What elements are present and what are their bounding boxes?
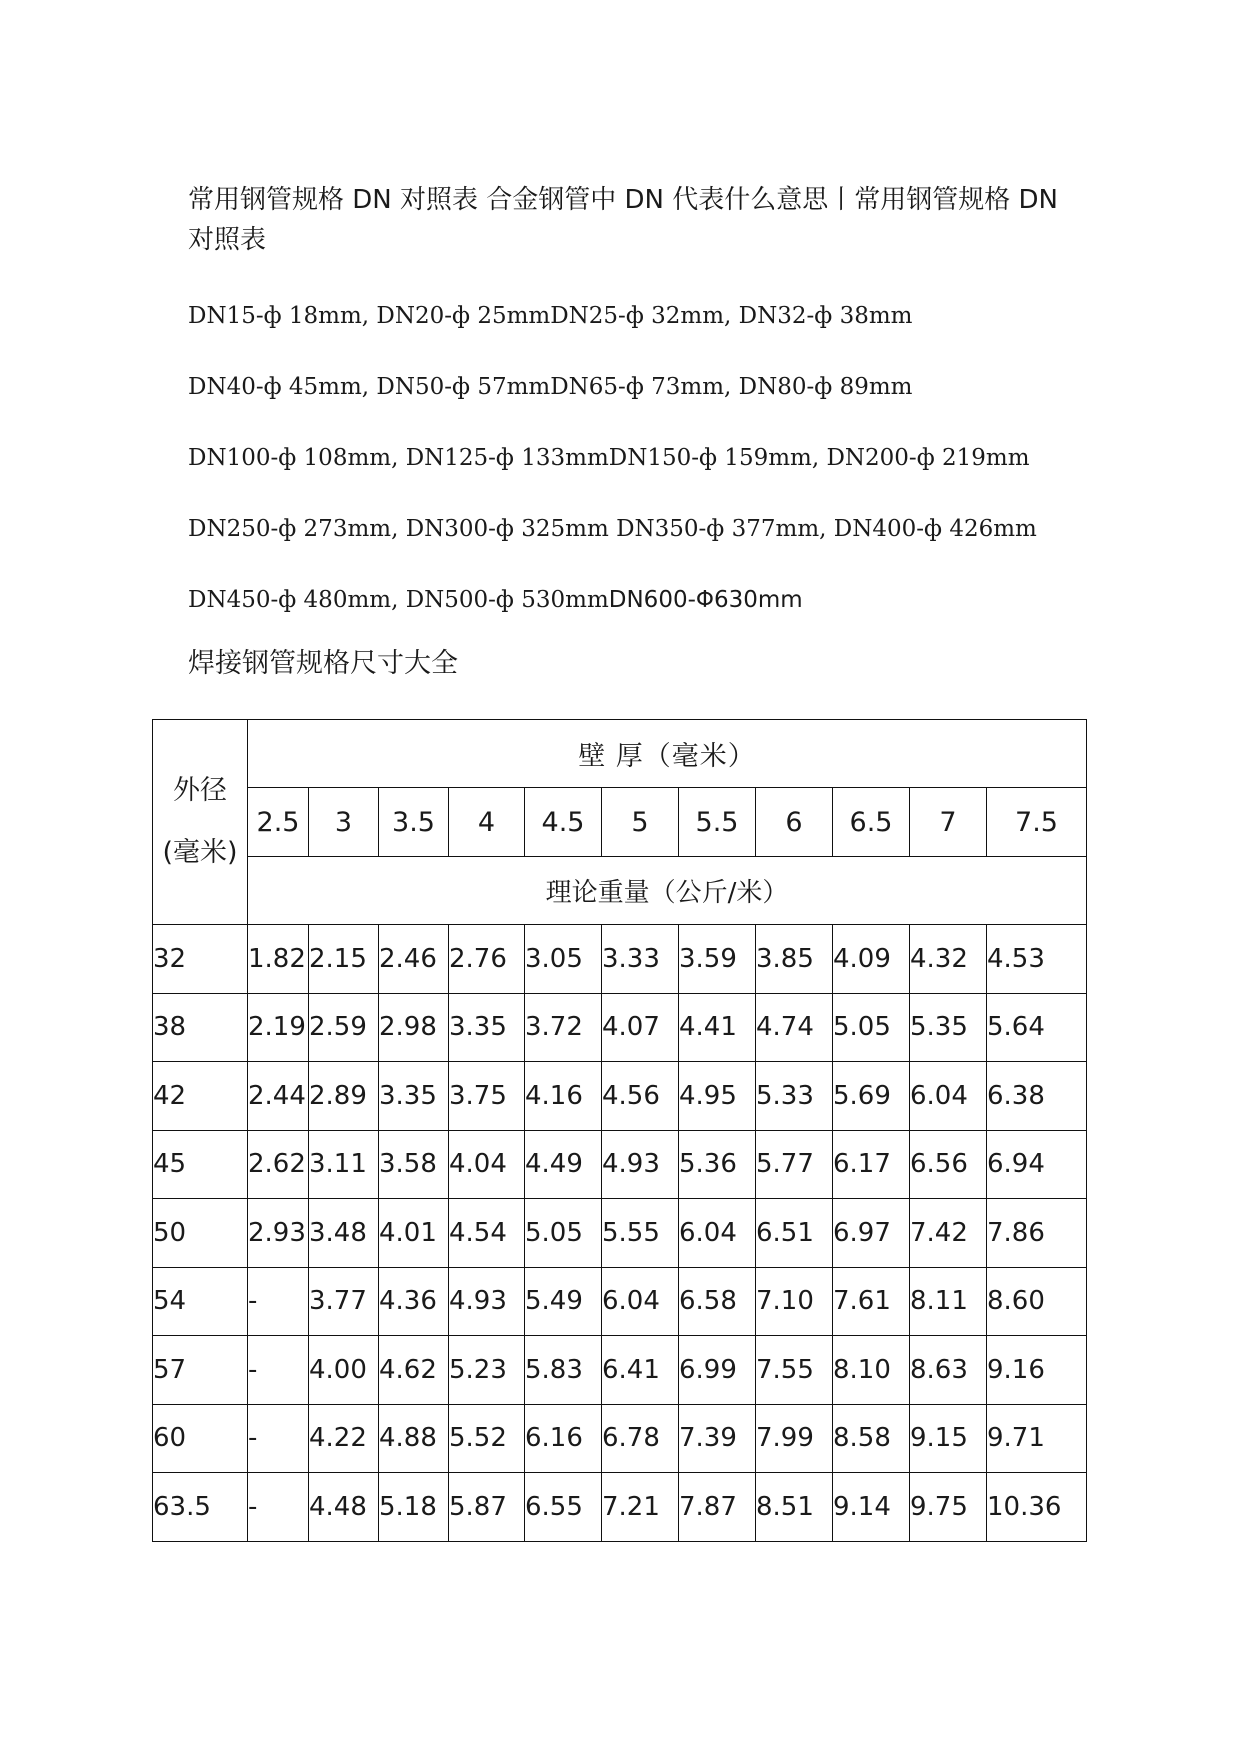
weight-cell: 6.58 — [679, 1267, 756, 1336]
table-row — [153, 1130, 1087, 1199]
weight-cell: - — [248, 1336, 309, 1405]
weight-cell: 7.39 — [679, 1404, 756, 1473]
weight-cell: 3.35 — [379, 1062, 449, 1131]
dn-line-text: DN250-ф 273mm, DN300-ф 325mm DN350-ф 377mm, DN400-ф 426mm — [188, 516, 1037, 542]
weight-cell: 4.36 — [379, 1267, 449, 1336]
weight-cell: 2.93 — [248, 1199, 309, 1268]
table-row — [153, 1473, 1087, 1542]
weight-cell: 4.93 — [602, 1130, 679, 1199]
thickness-header-cell: 6 — [756, 788, 833, 857]
weight-cell: 9.75 — [910, 1473, 987, 1542]
weight-cell: 6.04 — [910, 1062, 987, 1131]
weight-cell: 5.64 — [987, 993, 1087, 1062]
weight-cell: 9.14 — [833, 1473, 910, 1542]
weight-cell: 7.55 — [756, 1336, 833, 1405]
weight-cell: 3.48 — [309, 1199, 379, 1268]
thickness-header-cell: 6.5 — [833, 788, 910, 857]
weight-cell: 5.49 — [525, 1267, 602, 1336]
thickness-header-cell: 2.5 — [248, 788, 309, 857]
weight-cell: 5.83 — [525, 1336, 602, 1405]
weight-cell: 3.11 — [309, 1130, 379, 1199]
weight-cell: 7.87 — [679, 1473, 756, 1542]
table-row — [153, 1199, 1087, 1268]
weight-cell: 3.58 — [379, 1130, 449, 1199]
weight-cell: 3.35 — [449, 993, 525, 1062]
weight-cell: 3.77 — [309, 1267, 379, 1336]
weight-cell: 3.33 — [602, 925, 679, 994]
wall-thickness-header: 壁 厚（毫米） — [248, 720, 1087, 788]
weight-cell: 6.97 — [833, 1199, 910, 1268]
outer-diameter-cell: 32 — [153, 925, 248, 994]
table-row — [153, 993, 1087, 1062]
weight-cell: 6.99 — [679, 1336, 756, 1405]
weight-cell: 4.01 — [379, 1199, 449, 1268]
weight-cell: 5.36 — [679, 1130, 756, 1199]
table-row — [153, 925, 1087, 994]
weight-cell: 8.58 — [833, 1404, 910, 1473]
weight-cell: 4.62 — [379, 1336, 449, 1405]
weight-cell: 2.44 — [248, 1062, 309, 1131]
dn-line-text: DN450-ф 480mm, DN500-ф 530mm — [188, 587, 609, 613]
weight-cell: - — [248, 1404, 309, 1473]
weight-cell: 10.36 — [987, 1473, 1087, 1542]
od-header-line1: 外径 — [173, 775, 227, 806]
weight-cell: 3.75 — [449, 1062, 525, 1131]
weight-cell: 2.15 — [309, 925, 379, 994]
dn-line — [188, 514, 1088, 544]
weight-cell: 2.98 — [379, 993, 449, 1062]
weight-cell: 4.88 — [379, 1404, 449, 1473]
outer-diameter-cell: 42 — [153, 1062, 248, 1131]
dn-line — [188, 301, 1088, 331]
table-row — [153, 1062, 1087, 1131]
weight-cell: 5.05 — [525, 1199, 602, 1268]
weight-cell: 5.05 — [833, 993, 910, 1062]
weight-cell: 6.04 — [679, 1199, 756, 1268]
weight-cell: 5.69 — [833, 1062, 910, 1131]
weight-cell: 2.46 — [379, 925, 449, 994]
dn-line-tail: DN600-Φ630mm — [608, 587, 803, 613]
weight-cell: 6.56 — [910, 1130, 987, 1199]
table-row — [153, 1267, 1087, 1336]
dn-line-text: DN15-ф 18mm, DN20-ф 25mmDN25-ф 32mm, DN32-ф 38mm — [188, 303, 913, 329]
weight-cell: 9.71 — [987, 1404, 1087, 1473]
document-title: 常用钢管规格 DN 对照表 合金钢管中 DN 代表什么意思丨常用钢管规格 DN 对照表 — [188, 185, 1058, 255]
weight-cell: 3.05 — [525, 925, 602, 994]
outer-diameter-cell: 57 — [153, 1336, 248, 1405]
table-row — [153, 1336, 1087, 1405]
weight-cell: 7.21 — [602, 1473, 679, 1542]
weight-cell: 8.51 — [756, 1473, 833, 1542]
outer-diameter-cell: 54 — [153, 1267, 248, 1336]
weight-cell: 4.09 — [833, 925, 910, 994]
outer-diameter-cell: 60 — [153, 1404, 248, 1473]
weight-cell: 4.74 — [756, 993, 833, 1062]
weight-cell: 9.15 — [910, 1404, 987, 1473]
weight-cell: 6.94 — [987, 1130, 1087, 1199]
thickness-header-cell: 5 — [602, 788, 679, 857]
weight-cell: 6.78 — [602, 1404, 679, 1473]
weight-cell: 3.72 — [525, 993, 602, 1062]
weight-cell: 2.62 — [248, 1130, 309, 1199]
weight-cell: 3.85 — [756, 925, 833, 994]
weight-cell: 7.42 — [910, 1199, 987, 1268]
weight-cell: 4.16 — [525, 1062, 602, 1131]
weight-cell: 6.16 — [525, 1404, 602, 1473]
thickness-header-row — [153, 788, 1087, 857]
thickness-header-cell: 4 — [449, 788, 525, 857]
weight-cell: 4.32 — [910, 925, 987, 994]
thickness-header-cell: 7 — [910, 788, 987, 857]
weight-cell: 8.11 — [910, 1267, 987, 1336]
weight-cell: 4.48 — [309, 1473, 379, 1542]
weight-cell: 9.16 — [987, 1336, 1087, 1405]
thickness-header-cell: 4.5 — [525, 788, 602, 857]
weight-cell: 4.54 — [449, 1199, 525, 1268]
weight-cell: 5.52 — [449, 1404, 525, 1473]
dn-line — [188, 372, 1088, 402]
weight-cell: 6.38 — [987, 1062, 1087, 1131]
weight-cell: 5.35 — [910, 993, 987, 1062]
dn-line-text: DN40-ф 45mm, DN50-ф 57mmDN65-ф 73mm, DN80-ф 89mm — [188, 374, 913, 400]
weight-cell: 8.60 — [987, 1267, 1087, 1336]
weight-cell: 4.07 — [602, 993, 679, 1062]
weight-cell: 5.87 — [449, 1473, 525, 1542]
outer-diameter-cell: 50 — [153, 1199, 248, 1268]
weight-cell: 7.86 — [987, 1199, 1087, 1268]
weight-table — [152, 719, 1087, 1542]
dn-line-text: DN100-ф 108mm, DN125-ф 133mmDN150-ф 159mm, DN200-ф 219mm — [188, 445, 1030, 471]
weight-cell: 2.59 — [309, 993, 379, 1062]
weight-cell: 2.76 — [449, 925, 525, 994]
thickness-header-cell: 3.5 — [379, 788, 449, 857]
weight-cell: 8.10 — [833, 1336, 910, 1405]
weight-header: 理论重量（公斤/米） — [248, 857, 1087, 925]
section-subtitle: 焊接钢管规格尺寸大全 — [188, 648, 458, 679]
weight-cell: 2.89 — [309, 1062, 379, 1131]
weight-cell: 7.99 — [756, 1404, 833, 1473]
table-row — [153, 1404, 1087, 1473]
weight-cell: 5.55 — [602, 1199, 679, 1268]
weight-cell: 5.23 — [449, 1336, 525, 1405]
weight-cell: 4.04 — [449, 1130, 525, 1199]
outer-diameter-cell: 45 — [153, 1130, 248, 1199]
od-header — [153, 720, 248, 925]
weight-cell: 5.18 — [379, 1473, 449, 1542]
weight-cell: 6.41 — [602, 1336, 679, 1405]
weight-cell: 4.53 — [987, 925, 1087, 994]
weight-cell: - — [248, 1473, 309, 1542]
weight-cell: 6.04 — [602, 1267, 679, 1336]
weight-cell: 5.77 — [756, 1130, 833, 1199]
weight-cell: 3.59 — [679, 925, 756, 994]
weight-cell: 4.22 — [309, 1404, 379, 1473]
weight-cell: - — [248, 1267, 309, 1336]
thickness-header-cell: 5.5 — [679, 788, 756, 857]
thickness-header-cell: 3 — [309, 788, 379, 857]
weight-cell: 7.10 — [756, 1267, 833, 1336]
weight-cell: 6.51 — [756, 1199, 833, 1268]
thickness-header-cell: 7.5 — [987, 788, 1087, 857]
weight-cell: 6.55 — [525, 1473, 602, 1542]
outer-diameter-cell: 63.5 — [153, 1473, 248, 1542]
weight-cell: 8.63 — [910, 1336, 987, 1405]
weight-cell: 5.33 — [756, 1062, 833, 1131]
weight-cell: 4.95 — [679, 1062, 756, 1131]
weight-cell: 4.00 — [309, 1336, 379, 1405]
weight-cell: 4.93 — [449, 1267, 525, 1336]
od-header-line2: (毫米) — [162, 837, 238, 868]
weight-cell: 7.61 — [833, 1267, 910, 1336]
weight-cell: 2.19 — [248, 993, 309, 1062]
weight-cell: 6.17 — [833, 1130, 910, 1199]
weight-cell: 4.49 — [525, 1130, 602, 1199]
weight-cell: 4.41 — [679, 993, 756, 1062]
dn-line — [188, 585, 1088, 615]
outer-diameter-cell: 38 — [153, 993, 248, 1062]
weight-cell: 1.82 — [248, 925, 309, 994]
weight-cell: 4.56 — [602, 1062, 679, 1131]
dn-line — [188, 443, 1088, 473]
